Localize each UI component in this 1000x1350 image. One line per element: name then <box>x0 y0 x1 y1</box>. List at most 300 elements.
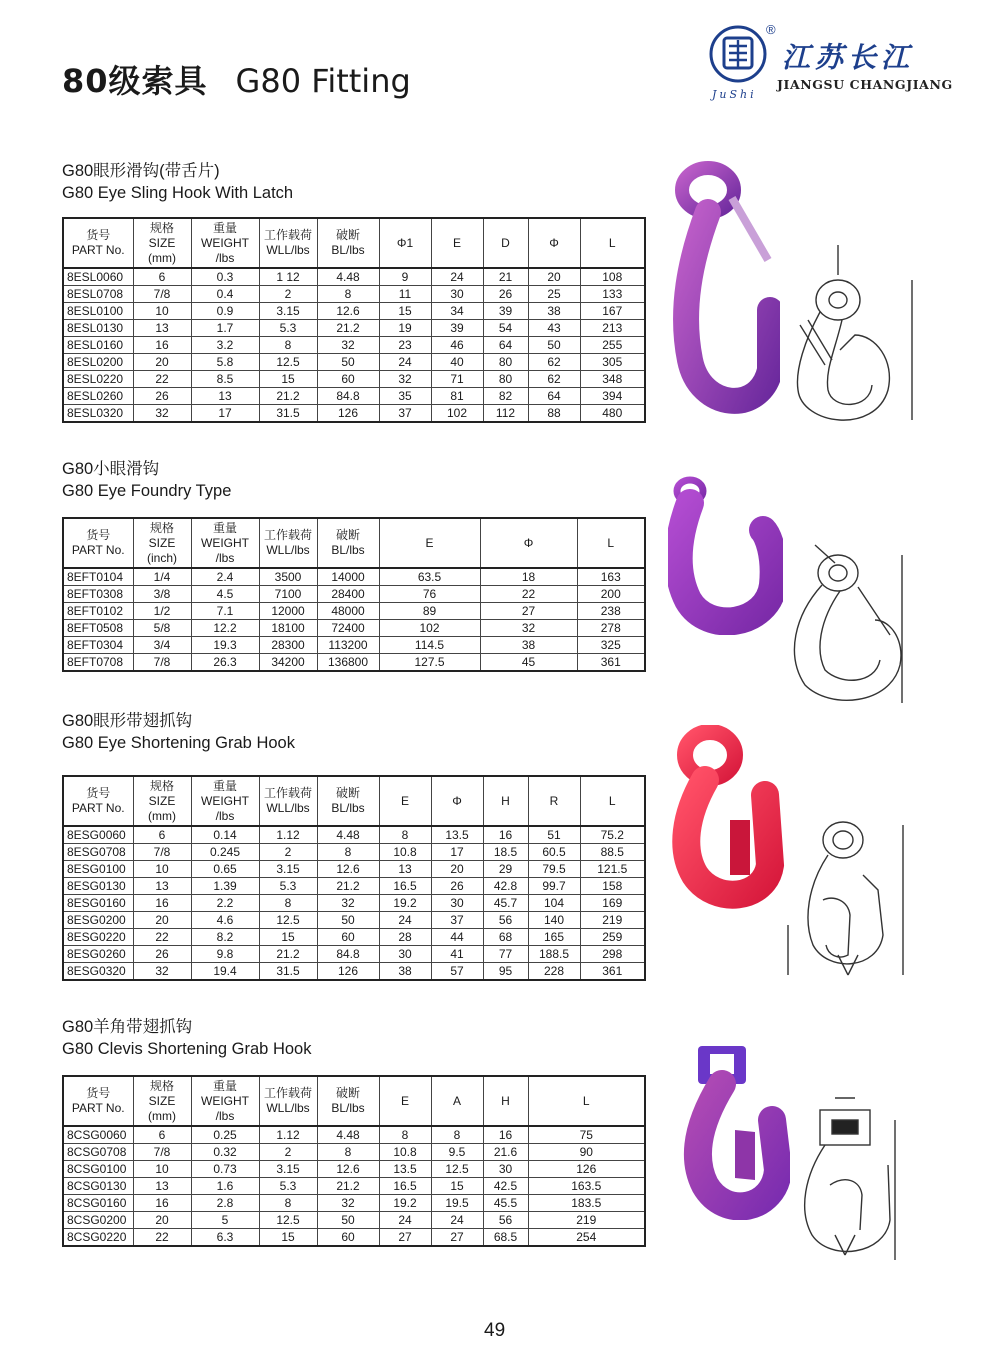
column-header <box>133 518 191 568</box>
table-cell: 188.5 <box>528 946 580 963</box>
section-title-en: G80 Eye Shortening Grab Hook <box>62 734 295 752</box>
part-number-cell: 8EFT0304 <box>63 637 133 654</box>
column-header-en: BL/lbs <box>331 801 365 815</box>
column-header-unit: (inch) <box>146 550 177 565</box>
table-cell: 15 <box>379 303 431 320</box>
table-row <box>63 586 645 603</box>
section-title-cn: G80眼形带翅抓钩 <box>62 712 193 730</box>
table-cell: 12.6 <box>317 303 379 320</box>
column-header-en: SIZE <box>148 1093 176 1108</box>
table-cell: 26 <box>483 286 528 303</box>
column-header-en: BL/lbs <box>331 243 365 257</box>
table-cell: 15 <box>259 1229 317 1247</box>
part-number-cell: 8CSG0200 <box>63 1212 133 1229</box>
table-cell: 0.25 <box>191 1126 259 1144</box>
part-number-cell: 8CSG0130 <box>63 1178 133 1195</box>
table-cell: 26 <box>133 946 191 963</box>
table-cell: 167 <box>580 303 645 320</box>
column-header-en: A <box>452 1093 461 1108</box>
column-header-unit: (mm) <box>148 250 176 265</box>
table-row <box>63 1212 645 1229</box>
column-header <box>133 218 191 268</box>
table-row <box>63 826 645 844</box>
column-header-en: SIZE <box>148 235 176 250</box>
column-header-en: E <box>425 535 434 550</box>
table-cell: 12.5 <box>259 354 317 371</box>
table-cell: 60.5 <box>528 844 580 861</box>
column-header-cn: 规格 <box>149 220 174 235</box>
registered-mark: ® <box>766 22 776 37</box>
table-cell: 21.2 <box>317 1178 379 1195</box>
column-header-cn: 货号 <box>86 1086 111 1100</box>
table-cell: 7/8 <box>133 654 191 672</box>
table-cell: 4.48 <box>317 1126 379 1144</box>
section-title-clevis-shortening-grab-hook <box>62 1016 311 1060</box>
column-header <box>191 1076 259 1126</box>
column-header <box>431 776 483 826</box>
table-cell: 16.5 <box>379 878 431 895</box>
table-cell: 1/2 <box>133 603 191 620</box>
table-cell: 213 <box>580 320 645 337</box>
table-cell: 45.7 <box>483 895 528 912</box>
table-cell: 12.2 <box>191 620 259 637</box>
table-cell: 27 <box>379 1229 431 1247</box>
table-cell: 45 <box>480 654 577 672</box>
column-header-unit: /lbs <box>215 550 235 565</box>
table-cell: 0.14 <box>191 826 259 844</box>
table-cell: 44 <box>431 929 483 946</box>
column-header <box>483 1076 528 1126</box>
table-cell: 21.2 <box>317 320 379 337</box>
part-number-cell: 8EFT0308 <box>63 586 133 603</box>
table-row <box>63 405 645 423</box>
table-cell: 126 <box>528 1161 645 1178</box>
column-header <box>63 218 133 268</box>
section-title-en: G80 Eye Foundry Type <box>62 482 232 500</box>
table-cell: 480 <box>580 405 645 423</box>
table-cell: 1.7 <box>191 320 259 337</box>
table-cell: 8 <box>379 826 431 844</box>
table-cell: 8.5 <box>191 371 259 388</box>
table-cell: 0.3 <box>191 268 259 286</box>
table-cell: 20 <box>528 268 580 286</box>
table-cell: 20 <box>133 1212 191 1229</box>
clevis-shortening-grab-hook-diagram <box>790 1090 920 1265</box>
table-cell: 7/8 <box>133 1144 191 1161</box>
table-cell: 90 <box>528 1144 645 1161</box>
table-cell: 31.5 <box>259 963 317 981</box>
table-row <box>63 946 645 963</box>
table-cell: 29 <box>483 861 528 878</box>
table-cell: 50 <box>317 1212 379 1229</box>
column-header <box>528 776 580 826</box>
part-number-cell: 8ESG0220 <box>63 929 133 946</box>
table-cell: 26 <box>431 878 483 895</box>
column-header-en: E <box>452 235 461 250</box>
table-cell: 24 <box>379 1212 431 1229</box>
table-cell: 7100 <box>259 586 317 603</box>
spec-table-eye-sling-hook <box>62 217 646 423</box>
table-cell: 22 <box>133 1229 191 1247</box>
column-header-en: BL/lbs <box>331 543 365 557</box>
table-row <box>63 1195 645 1212</box>
table-cell: 20 <box>431 861 483 878</box>
table-cell: 255 <box>580 337 645 354</box>
table-cell: 21.6 <box>483 1144 528 1161</box>
column-header <box>379 776 431 826</box>
eye-foundry-hook-diagram <box>780 535 920 710</box>
table-cell: 238 <box>577 603 645 620</box>
column-header-cn: 货号 <box>86 786 111 800</box>
table-cell: 19.2 <box>379 1195 431 1212</box>
table-cell: 17 <box>431 844 483 861</box>
table-row <box>63 637 645 654</box>
table-cell: 254 <box>528 1229 645 1247</box>
table-cell: 2.2 <box>191 895 259 912</box>
column-header-en: WEIGHT <box>201 1093 249 1108</box>
table-cell: 16.5 <box>379 1178 431 1195</box>
table-cell: 12.6 <box>317 1161 379 1178</box>
eye-foundry-hook-photo <box>668 475 783 635</box>
table-cell: 219 <box>580 912 645 929</box>
table-cell: 16 <box>133 337 191 354</box>
column-header-cn: 破断 <box>335 528 360 542</box>
table-cell: 20 <box>133 912 191 929</box>
table-cell: 95 <box>483 963 528 981</box>
table-cell: 39 <box>431 320 483 337</box>
table-cell: 11 <box>379 286 431 303</box>
column-header-en: L <box>607 535 615 550</box>
table-cell: 325 <box>577 637 645 654</box>
table-cell: 158 <box>580 878 645 895</box>
table-cell: 18100 <box>259 620 317 637</box>
part-number-cell: 8CSG0160 <box>63 1195 133 1212</box>
column-header-unit: (mm) <box>148 808 176 823</box>
table-cell: 4.6 <box>191 912 259 929</box>
column-header <box>431 1076 483 1126</box>
table-cell: 3.2 <box>191 337 259 354</box>
table-row <box>63 286 645 303</box>
column-header-cn: 工作载荷 <box>263 528 312 542</box>
table-cell: 2.8 <box>191 1195 259 1212</box>
table-cell: 5.3 <box>259 878 317 895</box>
table-cell: 8.2 <box>191 929 259 946</box>
table-cell: 13.5 <box>431 826 483 844</box>
table-cell: 8 <box>431 1126 483 1144</box>
column-header-en: H <box>501 793 510 808</box>
table-cell: 0.32 <box>191 1144 259 1161</box>
section-title-cn: G80羊角带翅抓钩 <box>62 1018 193 1036</box>
table-cell: 46 <box>431 337 483 354</box>
column-header-en: E <box>400 1093 409 1108</box>
column-header-en: BL/lbs <box>331 1101 365 1115</box>
table-cell: 43 <box>528 320 580 337</box>
table-cell: 4.48 <box>317 268 379 286</box>
column-header <box>317 776 379 826</box>
table-cell: 18 <box>480 568 577 586</box>
table-cell: 5 <box>191 1212 259 1229</box>
column-header <box>528 218 580 268</box>
column-header-cn: 破断 <box>335 1086 360 1100</box>
table-cell: 24 <box>431 268 483 286</box>
table-cell: 3.15 <box>259 303 317 320</box>
part-number-cell: 8ESL0320 <box>63 405 133 423</box>
table-cell: 80 <box>483 354 528 371</box>
table-cell: 99.7 <box>528 878 580 895</box>
table-cell: 24 <box>431 1212 483 1229</box>
table-cell: 71 <box>431 371 483 388</box>
table-cell: 121.5 <box>580 861 645 878</box>
table-cell: 12.5 <box>431 1161 483 1178</box>
table-cell: 22 <box>133 371 191 388</box>
table-cell: 24 <box>379 912 431 929</box>
table-cell: 361 <box>580 963 645 981</box>
column-header-en: WLL/lbs <box>266 243 310 257</box>
table-cell: 4.5 <box>191 586 259 603</box>
jushi-logo-icon <box>708 24 768 84</box>
column-header-en: WLL/lbs <box>266 801 310 815</box>
table-row <box>63 654 645 672</box>
table-cell: 76 <box>379 586 480 603</box>
table-cell: 21.2 <box>259 946 317 963</box>
table-cell: 0.9 <box>191 303 259 320</box>
table-cell: 28 <box>379 929 431 946</box>
table-cell: 259 <box>580 929 645 946</box>
page-number: 49 <box>484 1320 506 1341</box>
table-cell: 32 <box>317 1195 379 1212</box>
table-cell: 38 <box>528 303 580 320</box>
part-number-cell: 8ESG0708 <box>63 844 133 861</box>
table-cell: 112 <box>483 405 528 423</box>
table-cell: 102 <box>379 620 480 637</box>
table-row <box>63 1178 645 1195</box>
section-title-en: G80 Eye Sling Hook With Latch <box>62 184 294 202</box>
column-header-en: L <box>608 793 616 808</box>
table-cell: 22 <box>133 929 191 946</box>
table-row <box>63 861 645 878</box>
part-number-cell: 8ESL0220 <box>63 371 133 388</box>
brand-name-en: JIANGSU CHANGJIANG <box>777 77 953 92</box>
part-number-cell: 8EFT0708 <box>63 654 133 672</box>
table-cell: 6 <box>133 268 191 286</box>
part-number-cell: 8ESL0708 <box>63 286 133 303</box>
table-cell: 0.4 <box>191 286 259 303</box>
table-cell: 113200 <box>317 637 379 654</box>
part-number-cell: 8ESL0130 <box>63 320 133 337</box>
table-cell: 12.5 <box>259 912 317 929</box>
clevis-shortening-grab-hook-photo <box>680 1040 790 1220</box>
column-header-en: WEIGHT <box>201 235 249 250</box>
brand-logo <box>700 22 953 102</box>
table-cell: 42.5 <box>483 1178 528 1195</box>
page-title-cn: 80级索具 <box>62 62 208 100</box>
table-cell: 126 <box>317 963 379 981</box>
column-header-en: WLL/lbs <box>266 543 310 557</box>
table-cell: 10.8 <box>379 1144 431 1161</box>
column-header <box>379 218 431 268</box>
column-header <box>63 1076 133 1126</box>
page-title <box>62 56 411 102</box>
table-cell: 108 <box>580 268 645 286</box>
column-header-en: WEIGHT <box>201 535 249 550</box>
column-header <box>483 218 528 268</box>
table-cell: 63.5 <box>379 568 480 586</box>
table-cell: 2.4 <box>191 568 259 586</box>
table-cell: 126 <box>317 405 379 423</box>
table-cell: 40 <box>431 354 483 371</box>
table-cell: 16 <box>133 895 191 912</box>
column-header-cn: 破断 <box>335 786 360 800</box>
table-cell: 62 <box>528 354 580 371</box>
table-row <box>63 844 645 861</box>
table-cell: 14000 <box>317 568 379 586</box>
table-cell: 102 <box>431 405 483 423</box>
table-cell: 10 <box>133 861 191 878</box>
column-header <box>528 1076 645 1126</box>
table-cell: 5.3 <box>259 1178 317 1195</box>
table-cell: 16 <box>133 1195 191 1212</box>
table-cell: 19.5 <box>431 1195 483 1212</box>
table-cell: 15 <box>431 1178 483 1195</box>
table-cell: 41 <box>431 946 483 963</box>
column-header <box>259 218 317 268</box>
column-header <box>133 776 191 826</box>
table-cell: 20 <box>133 354 191 371</box>
part-number-cell: 8EFT0508 <box>63 620 133 637</box>
part-number-cell: 8ESG0060 <box>63 826 133 844</box>
table-cell: 82 <box>483 388 528 405</box>
table-cell: 68 <box>483 929 528 946</box>
table-row <box>63 878 645 895</box>
table-cell: 127.5 <box>379 654 480 672</box>
table-cell: 8 <box>259 895 317 912</box>
table-row <box>63 1161 645 1178</box>
part-number-cell: 8ESG0200 <box>63 912 133 929</box>
table-cell: 45.5 <box>483 1195 528 1212</box>
table-cell: 42.8 <box>483 878 528 895</box>
table-row <box>63 603 645 620</box>
table-cell: 19.4 <box>191 963 259 981</box>
column-header-cn: 重量 <box>212 220 237 235</box>
table-cell: 12.6 <box>317 861 379 878</box>
table-cell: 13 <box>379 861 431 878</box>
column-header <box>317 218 379 268</box>
column-header <box>191 776 259 826</box>
table-cell: 8 <box>259 1195 317 1212</box>
table-cell: 12000 <box>259 603 317 620</box>
column-header <box>133 1076 191 1126</box>
table-cell: 22 <box>480 586 577 603</box>
table-cell: 1.12 <box>259 826 317 844</box>
table-cell: 84.8 <box>317 388 379 405</box>
table-row <box>63 1126 645 1144</box>
column-header-en: D <box>501 235 510 250</box>
page-title-en: G80 Fitting <box>235 62 411 100</box>
column-header <box>483 776 528 826</box>
table-cell: 7/8 <box>133 844 191 861</box>
table-cell: 8 <box>317 844 379 861</box>
part-number-cell: 8ESG0160 <box>63 895 133 912</box>
table-row <box>63 337 645 354</box>
column-header-cn: 规格 <box>149 1078 174 1093</box>
column-header-en: SIZE <box>148 535 176 550</box>
column-header <box>379 518 480 568</box>
column-header <box>580 218 645 268</box>
column-header-en: Φ <box>452 793 462 808</box>
column-header <box>63 776 133 826</box>
table-cell: 38 <box>379 963 431 981</box>
table-row <box>63 354 645 371</box>
column-header-en: E <box>400 793 409 808</box>
table-cell: 27 <box>480 603 577 620</box>
table-cell: 5.8 <box>191 354 259 371</box>
table-cell: 13 <box>191 388 259 405</box>
spec-table-eye-foundry-hook <box>62 517 646 672</box>
table-cell: 64 <box>528 388 580 405</box>
column-header-unit: /lbs <box>215 1108 235 1123</box>
table-cell: 30 <box>431 286 483 303</box>
table-cell: 15 <box>259 371 317 388</box>
column-header-en: Φ <box>523 535 534 550</box>
column-header <box>480 518 577 568</box>
column-header-en: PART No. <box>71 543 125 557</box>
table-cell: 56 <box>483 912 528 929</box>
table-cell: 6 <box>133 826 191 844</box>
table-cell: 84.8 <box>317 946 379 963</box>
part-number-cell: 8CSG0708 <box>63 1144 133 1161</box>
table-cell: 28300 <box>259 637 317 654</box>
table-cell: 39 <box>483 303 528 320</box>
table-cell: 31.5 <box>259 405 317 423</box>
column-header <box>259 776 317 826</box>
table-row <box>63 895 645 912</box>
column-header-en: H <box>501 1093 510 1108</box>
table-cell: 8 <box>317 1144 379 1161</box>
table-row <box>63 620 645 637</box>
part-number-cell: 8ESL0100 <box>63 303 133 320</box>
table-cell: 6 <box>133 1126 191 1144</box>
table-cell: 48000 <box>317 603 379 620</box>
table-cell: 26.3 <box>191 654 259 672</box>
table-cell: 13.5 <box>379 1161 431 1178</box>
table-cell: 30 <box>431 895 483 912</box>
table-cell: 9.5 <box>431 1144 483 1161</box>
table-cell: 19 <box>379 320 431 337</box>
table-cell: 32 <box>317 337 379 354</box>
table-cell: 81 <box>431 388 483 405</box>
column-header <box>259 518 317 568</box>
table-cell: 60 <box>317 1229 379 1247</box>
table-cell: 21 <box>483 268 528 286</box>
table-cell: 298 <box>580 946 645 963</box>
table-row <box>63 388 645 405</box>
column-header-en: L <box>582 1093 590 1108</box>
table-cell: 183.5 <box>528 1195 645 1212</box>
column-header-cn: 破断 <box>335 228 360 242</box>
part-number-cell: 8ESG0320 <box>63 963 133 981</box>
column-header <box>317 1076 379 1126</box>
column-header <box>580 776 645 826</box>
table-cell: 62 <box>528 371 580 388</box>
table-cell: 32 <box>480 620 577 637</box>
table-cell: 278 <box>577 620 645 637</box>
table-cell: 64 <box>483 337 528 354</box>
column-header-en: R <box>549 793 559 808</box>
part-number-cell: 8CSG0100 <box>63 1161 133 1178</box>
table-cell: 88 <box>528 405 580 423</box>
part-number-cell: 8ESG0260 <box>63 946 133 963</box>
table-cell: 79.5 <box>528 861 580 878</box>
